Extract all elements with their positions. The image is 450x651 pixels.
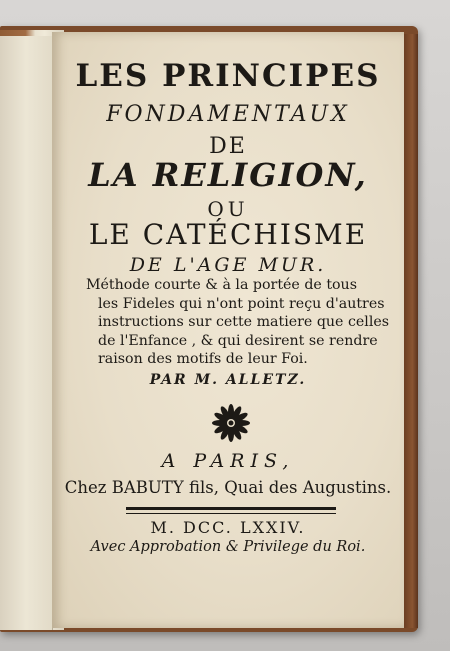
title-line-5: OU — [207, 197, 249, 221]
title-line-2: FONDAMENTAUX — [106, 102, 350, 127]
privilege-line: Avec Approbation & Privilege du Roi. — [90, 539, 366, 555]
double-rule-thick — [126, 507, 336, 510]
subtitle-line: de l'Enfance , & qui desirent se rendre — [98, 332, 378, 349]
subtitle-line: raison des motifs de leur Foi. — [98, 351, 308, 368]
title-line-6: LE CATÉCHISME — [88, 218, 368, 251]
title-line-4: LA RELIGION, — [88, 156, 368, 194]
subtitle-line: les Fideles qui n'ont point reçu d'autres — [98, 295, 385, 312]
subtitle-line: Méthode courte & à la portée de tous — [86, 277, 357, 293]
double-rule-thin — [126, 513, 336, 514]
city-line: A PARIS, — [161, 450, 295, 472]
subtitle-line: instructions sur cette matiere que celles — [98, 314, 390, 331]
flyleaf-page — [0, 36, 53, 630]
publisher-line: Chez BABUTY fils, Quai des Augustins. — [64, 478, 392, 497]
fleuron-icon — [211, 403, 251, 443]
title-line-3: DE — [209, 134, 247, 159]
subtitle-paragraph — [86, 276, 390, 369]
date-line: M. DCC. LXXIV. — [150, 518, 306, 537]
book-fore-edge — [404, 34, 418, 628]
title-line-1: LES PRINCIPES — [75, 58, 381, 94]
author-line: PAR M. ALLETZ. — [149, 372, 307, 388]
title-line-7: DE L'AGE MUR. — [129, 254, 327, 276]
